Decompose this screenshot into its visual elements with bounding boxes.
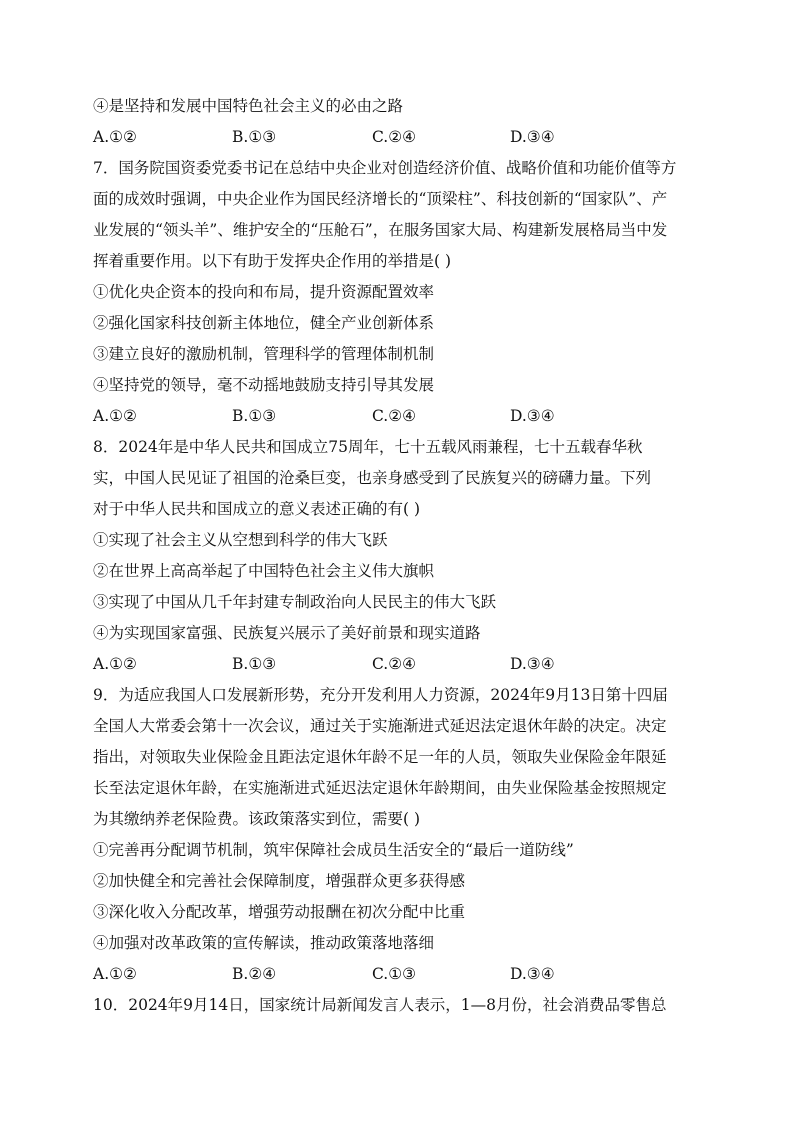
q8-statement-3: ③实现了中国从几千年封建专制政治向人民民主的伟大飞跃 — [93, 593, 497, 611]
q9-statement-3: ③深化收入分配改革，增强劳动报酬在初次分配中比重 — [93, 903, 466, 921]
q10-stem-line: 10．2024年9月14日，国家统计局新闻发言人表示，1—8月份，社会消费品零售总 — [93, 996, 667, 1014]
q9-stem-line: 全国人大常委会第十一次会议，通过关于实施渐进式延迟法定退休年龄的决定。决定 — [93, 717, 667, 735]
q7-option-c: C.②④ — [372, 407, 417, 425]
q7-statement-4: ④坚持党的领导，毫不动摇地鼓励支持引导其发展 — [93, 376, 435, 394]
q9-stem-line: 为其缴纳养老保险费。该政策落实到位，需要( ) — [93, 810, 421, 828]
q8-statement-1: ①实现了社会主义从空想到科学的伟大飞跃 — [93, 531, 388, 549]
q8-options — [93, 654, 703, 674]
q7-option-d: D.③④ — [510, 407, 555, 425]
q8-stem-line: 8．2024年是中华人民共和国成立75周年，七十五载风雨兼程，七十五载春华秋 — [93, 438, 643, 456]
q8-statement-2: ②在世界上高高举起了中国特色社会主义伟大旗帜 — [93, 562, 435, 580]
q6-option-b: B.①③ — [232, 128, 277, 146]
q6-options — [93, 127, 703, 147]
q7-statement-1: ①优化央企资本的投向和布局，提升资源配置效率 — [93, 283, 435, 301]
q6-option-c: C.②④ — [372, 128, 417, 146]
q7-options — [93, 406, 703, 426]
q8-option-d: D.③④ — [510, 655, 555, 673]
q9-stem-line: 长至法定退休年龄，在实施渐进式延迟法定退休年龄期间，由失业保险基金按照规定 — [93, 779, 667, 797]
q7-stem-line: 业发展的“领头羊”、维护安全的“压舱石”，在服务国家大局、构建新发展格局当中发 — [93, 221, 668, 239]
q7-statement-2: ②强化国家科技创新主体地位，健全产业创新体系 — [93, 314, 435, 332]
q7-stem-line: 7．国务院国资委党委书记在总结中央企业对创造经济价值、战略价值和功能价值等方 — [93, 159, 677, 177]
q7-stem-line: 挥着重要作用。以下有助于发挥央企作用的举措是( ) — [93, 252, 452, 270]
q9-stem-line: 9．为适应我国人口发展新形势，充分开发利用人力资源，2024年9月13日第十四届 — [93, 686, 668, 704]
q9-statement-1: ①完善再分配调节机制，筑牢保障社会成员生活安全的“最后一道防线” — [93, 841, 574, 859]
q8-option-c: C.②④ — [372, 655, 417, 673]
q8-option-a: A.①② — [93, 655, 137, 673]
q9-statement-2: ②加快健全和完善社会保障制度，增强群众更多获得感 — [93, 872, 466, 890]
q9-statement-4: ④加强对改革政策的宣传解读，推动政策落地落细 — [93, 934, 435, 952]
q6-statement-4: ④是坚持和发展中国特色社会主义的必由之路 — [93, 97, 404, 115]
q8-option-b: B.①③ — [232, 655, 277, 673]
q8-statement-4: ④为实现国家富强、民族复兴展示了美好前景和现实道路 — [93, 624, 481, 642]
q7-stem-line: 面的成效时强调，中央企业作为国民经济增长的“顶梁柱”、科技创新的“国家队”、产 — [93, 190, 668, 208]
q7-option-b: B.①③ — [232, 407, 277, 425]
q9-option-a: A.①② — [93, 965, 137, 983]
q9-option-b: B.②④ — [232, 965, 277, 983]
q9-option-d: D.③④ — [510, 965, 555, 983]
q9-option-c: C.①③ — [372, 965, 417, 983]
q8-stem-line: 对于中华人民共和国成立的意义表述正确的有( ) — [93, 500, 421, 518]
q8-stem-line: 实，中国人民见证了祖国的沧桑巨变，也亲身感受到了民族复兴的磅礴力量。下列 — [93, 469, 652, 487]
q7-statement-3: ③建立良好的激励机制，管理科学的管理体制机制 — [93, 345, 435, 363]
q9-stem-line: 指出，对领取失业保险金且距法定退休年龄不足一年的人员，领取失业保险金年限延 — [93, 748, 667, 766]
q6-option-a: A.①② — [93, 128, 137, 146]
q9-options — [93, 964, 703, 984]
q6-option-d: D.③④ — [510, 128, 555, 146]
q7-option-a: A.①② — [93, 407, 137, 425]
